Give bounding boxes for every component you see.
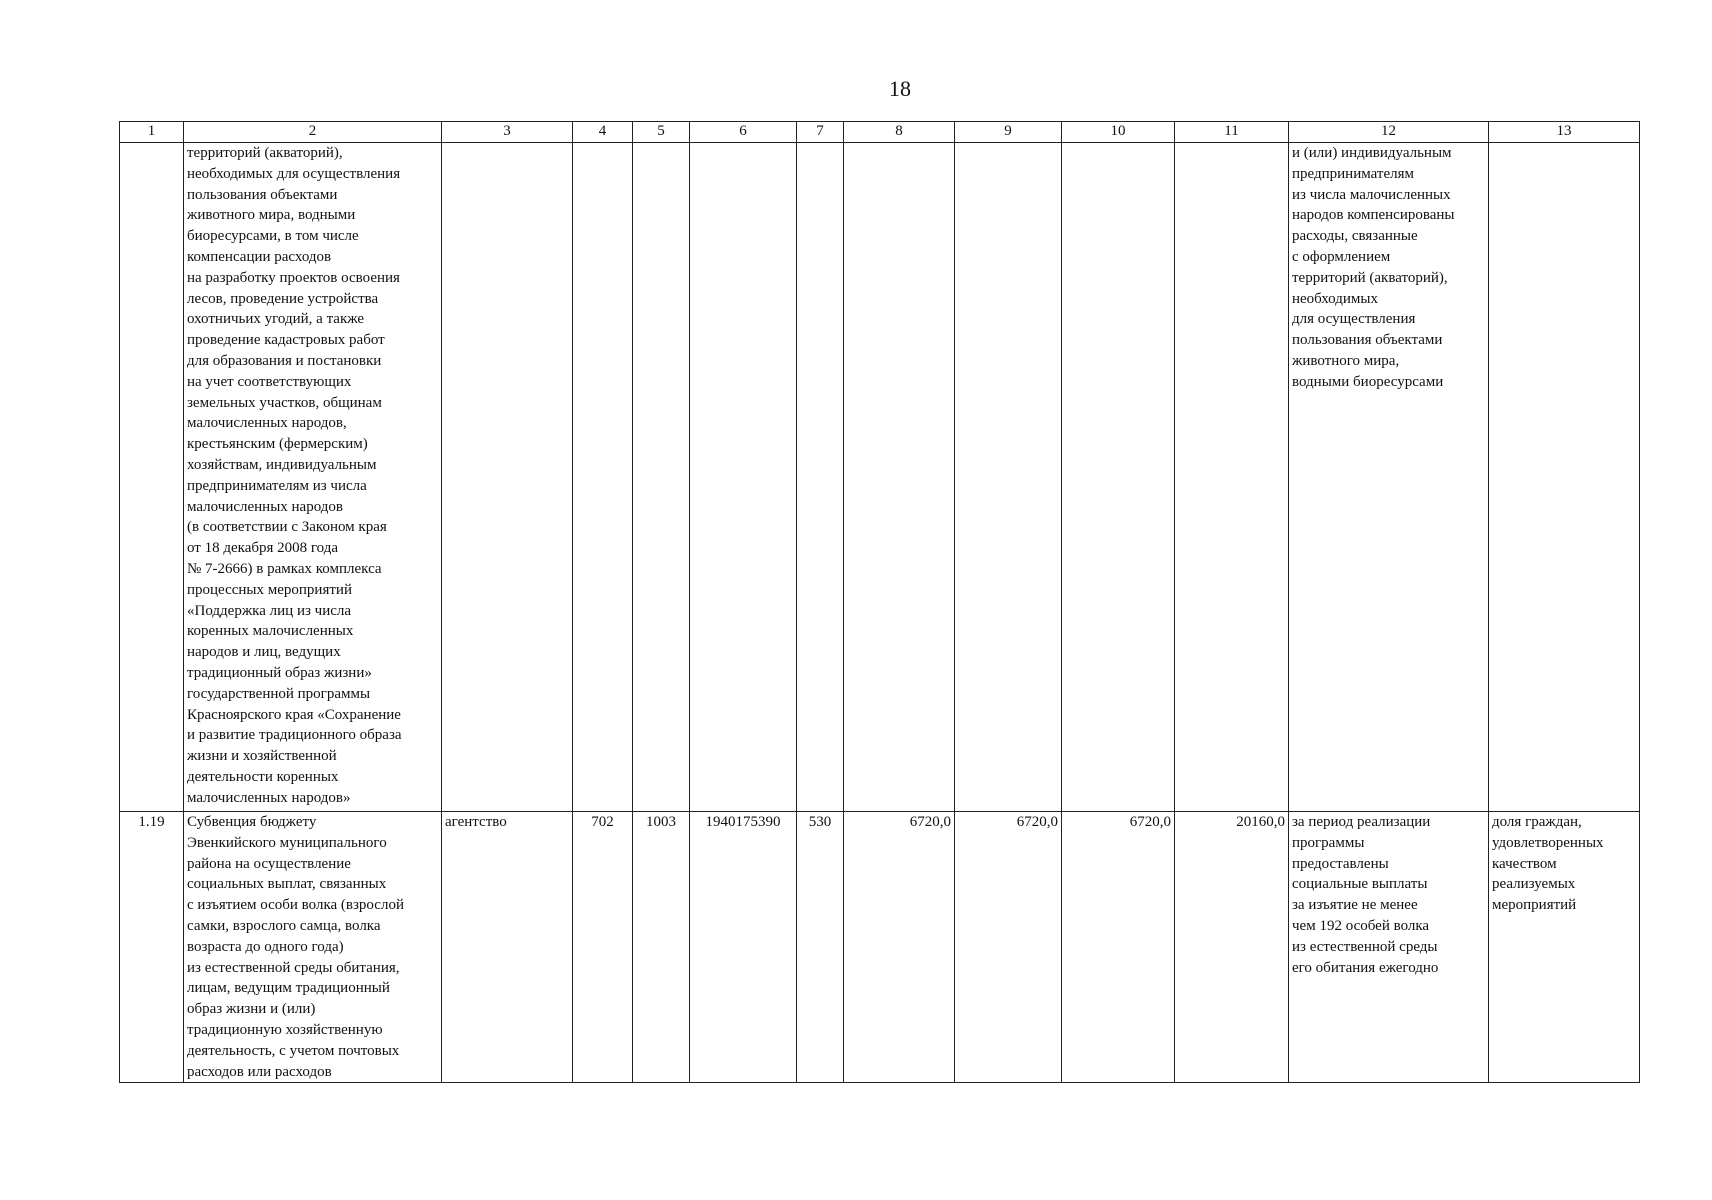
column-header: 11 (1175, 122, 1289, 143)
column-header: 10 (1062, 122, 1175, 143)
amount-cell (955, 143, 1062, 812)
indicator-cell: доля граждан, удовлетворенных качеством реализуемых мероприятий (1489, 812, 1640, 1083)
column-header: 12 (1289, 122, 1489, 143)
expense-type-cell: 530 (797, 812, 844, 1083)
amount-cell: 6720,0 (844, 812, 955, 1083)
measure-description-cell: Субвенция бюджету Эвенкийского муниципального района на осуществление социальных выплат, связанных с изъятием особи волка (взрослой самки, взрослого самца, волка возраста до одного года) из естественной среды обитания, лицам, ведущим традиционный образ жизни и (или) традиционную хозяйственную деятельность, с учетом почтовых расходов или расходов (184, 812, 442, 1083)
column-header: 7 (797, 122, 844, 143)
total-amount-cell: 20160,0 (1175, 812, 1289, 1083)
grbs-code-cell: 702 (573, 812, 633, 1083)
column-header: 13 (1489, 122, 1640, 143)
measure-description-cell: территорий (акваторий), необходимых для осуществления пользования объектами животного мира, водными биоресурсами, в том числе компенсации расходов на разработку проектов освоения лесов, проведение устройства охотничьих угодий, а также проведение кадастровых работ для образования и постановки на учет соответствующих земельных участков, общинам малочисленных народов, крестьянским (фермерским) хозяйствам, индивидуальным предпринимателям из числа малочисленных народов (в соответствии с Законом края от 18 декабря 2008 года № 7-2666) в рамках комплекса процессных мероприятий «Поддержка лиц из числа коренных малочисленных народов и лиц, ведущих традиционный образ жизни» государственной программы Красноярского края «Сохранение и развитие традиционного образа жизни и хозяйственной деятельности коренных малочисленных народов» (184, 143, 442, 812)
administrator-cell: агентство (442, 812, 573, 1083)
column-header: 4 (573, 122, 633, 143)
budget-table (119, 121, 1640, 1083)
column-number-row (120, 122, 1640, 143)
target-article-cell (690, 143, 797, 812)
column-header: 8 (844, 122, 955, 143)
amount-cell: 6720,0 (955, 812, 1062, 1083)
column-header: 5 (633, 122, 690, 143)
column-header: 2 (184, 122, 442, 143)
expected-result-cell: и (или) индивидуальным предпринимателям из числа малочисленных народов компенсированы расходы, связанные с оформлением территорий (акваторий), необходимых для осуществления пользования объектами животного мира, водными биоресурсами (1289, 143, 1489, 812)
amount-cell: 6720,0 (1062, 812, 1175, 1083)
row-number-cell: 1.19 (120, 812, 184, 1083)
total-amount-cell (1175, 143, 1289, 812)
row-number-cell (120, 143, 184, 812)
amount-cell (844, 143, 955, 812)
target-article-cell: 1940175390 (690, 812, 797, 1083)
section-code-cell: 1003 (633, 812, 690, 1083)
expected-result-cell: за период реализации программы предоставлены социальные выплаты за изъятие не менее чем 192 особей волка из естественной среды его обитания ежегодно (1289, 812, 1489, 1083)
expense-type-cell (797, 143, 844, 812)
column-header: 1 (120, 122, 184, 143)
amount-cell (1062, 143, 1175, 812)
section-code-cell (633, 143, 690, 812)
administrator-cell (442, 143, 573, 812)
table-row (120, 143, 1640, 812)
column-header: 3 (442, 122, 573, 143)
column-header: 9 (955, 122, 1062, 143)
column-header: 6 (690, 122, 797, 143)
indicator-cell (1489, 143, 1640, 812)
page-number: 18 (889, 76, 911, 101)
grbs-code-cell (573, 143, 633, 812)
table-row (120, 812, 1640, 1083)
